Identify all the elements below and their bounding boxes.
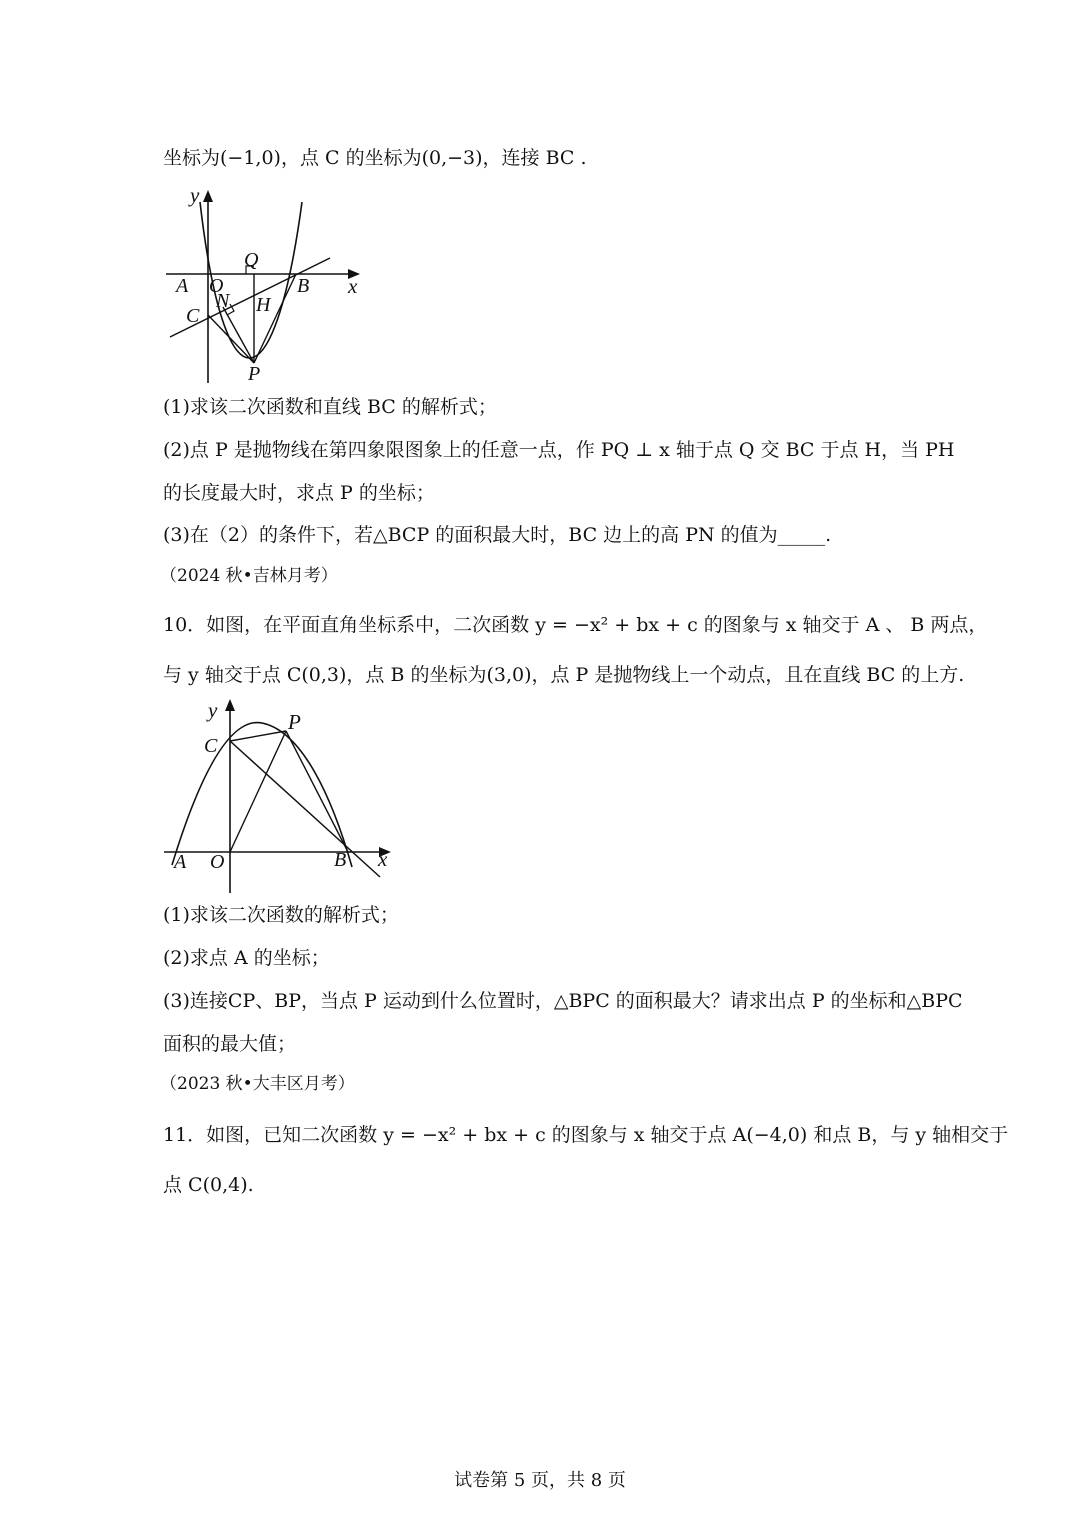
q9-y-arrow-icon <box>203 190 213 202</box>
q9-label-B: B <box>297 275 310 297</box>
q10-part-2: (2)求点 A 的坐标； <box>163 947 330 969</box>
q9-label-N: N <box>216 290 230 312</box>
q10-part-3: (3)连接CP、BP，当点 P 运动到什么位置时，△BPC 的面积最大？请求出点 P 的坐标和△BPC <box>163 990 963 1012</box>
q11-source: （2023 秋•大丰区月考） <box>160 1074 355 1094</box>
q10-line-cb <box>230 741 380 877</box>
q10-figure <box>162 697 392 897</box>
q10-y-arrow-icon <box>225 699 235 711</box>
q10-label-C: C <box>204 735 218 757</box>
q10-label-y: y <box>208 698 218 722</box>
q10-part-1: (1)求该二次函数的解析式； <box>163 904 399 926</box>
q10-stem-line-1: 10．如图，在平面直角坐标系中，二次函数 y = −x² + bx + c 的图象与 x 轴交于 A 、 B 两点， <box>163 614 988 636</box>
q10-segment-pb <box>286 731 348 852</box>
q9-segment-pb <box>254 274 296 363</box>
q9-label-C: C <box>186 305 200 327</box>
q10-parabola <box>172 723 352 867</box>
q9-intro-line: 坐标为(−1,0)，点 C 的坐标为(0,−3)，连接 BC . <box>163 147 587 169</box>
q9-part-2-cont: 的长度最大时，求点 P 的坐标； <box>163 482 435 504</box>
q10-segment-cp <box>230 731 286 741</box>
q10-label-P: P <box>288 710 301 734</box>
q9-label-x: x <box>348 274 358 298</box>
q10-label-x: x <box>378 847 388 871</box>
q10-source: （2024 秋•吉林月考） <box>160 566 338 586</box>
q9-label-H: H <box>256 294 271 316</box>
q9-part-2: (2)点 P 是抛物线在第四象限图象上的任意一点，作 PQ ⊥ x 轴于点 Q 交 BC 于点 H，当 PH <box>163 439 955 461</box>
q9-part-3: (3)在（2）的条件下，若△BCP 的面积最大时，BC 边上的高 PN 的值为_____. <box>163 524 832 546</box>
page-footer: 试卷第 5 页，共 8 页 <box>454 1470 626 1491</box>
q10-label-O: O <box>210 851 225 873</box>
q11-stem-line-2: 点 C(0,4). <box>163 1174 254 1196</box>
q10-stem-line-2: 与 y 轴交于点 C(0,3)，点 B 的坐标为(3,0)，点 P 是抛物线上一个动点，且在直线 BC 的上方. <box>163 664 965 686</box>
q9-label-y: y <box>190 183 200 207</box>
q9-label-Q: Q <box>244 249 259 271</box>
q11-stem-line-1: 11．如图，已知二次函数 y = −x² + bx + c 的图象与 x 轴交于点 A(−4,0) 和点 B，与 y 轴相交于 <box>163 1124 1009 1146</box>
q9-label-P: P <box>248 363 261 385</box>
q10-label-B: B <box>334 849 347 871</box>
q9-label-A: A <box>176 275 189 297</box>
q9-part-1: (1)求该二次函数和直线 BC 的解析式； <box>163 396 497 418</box>
q10-label-A: A <box>174 851 187 873</box>
q9-figure <box>162 180 362 385</box>
q10-part-3-cont: 面积的最大值； <box>163 1033 297 1055</box>
q9-label-O: O <box>209 275 224 297</box>
